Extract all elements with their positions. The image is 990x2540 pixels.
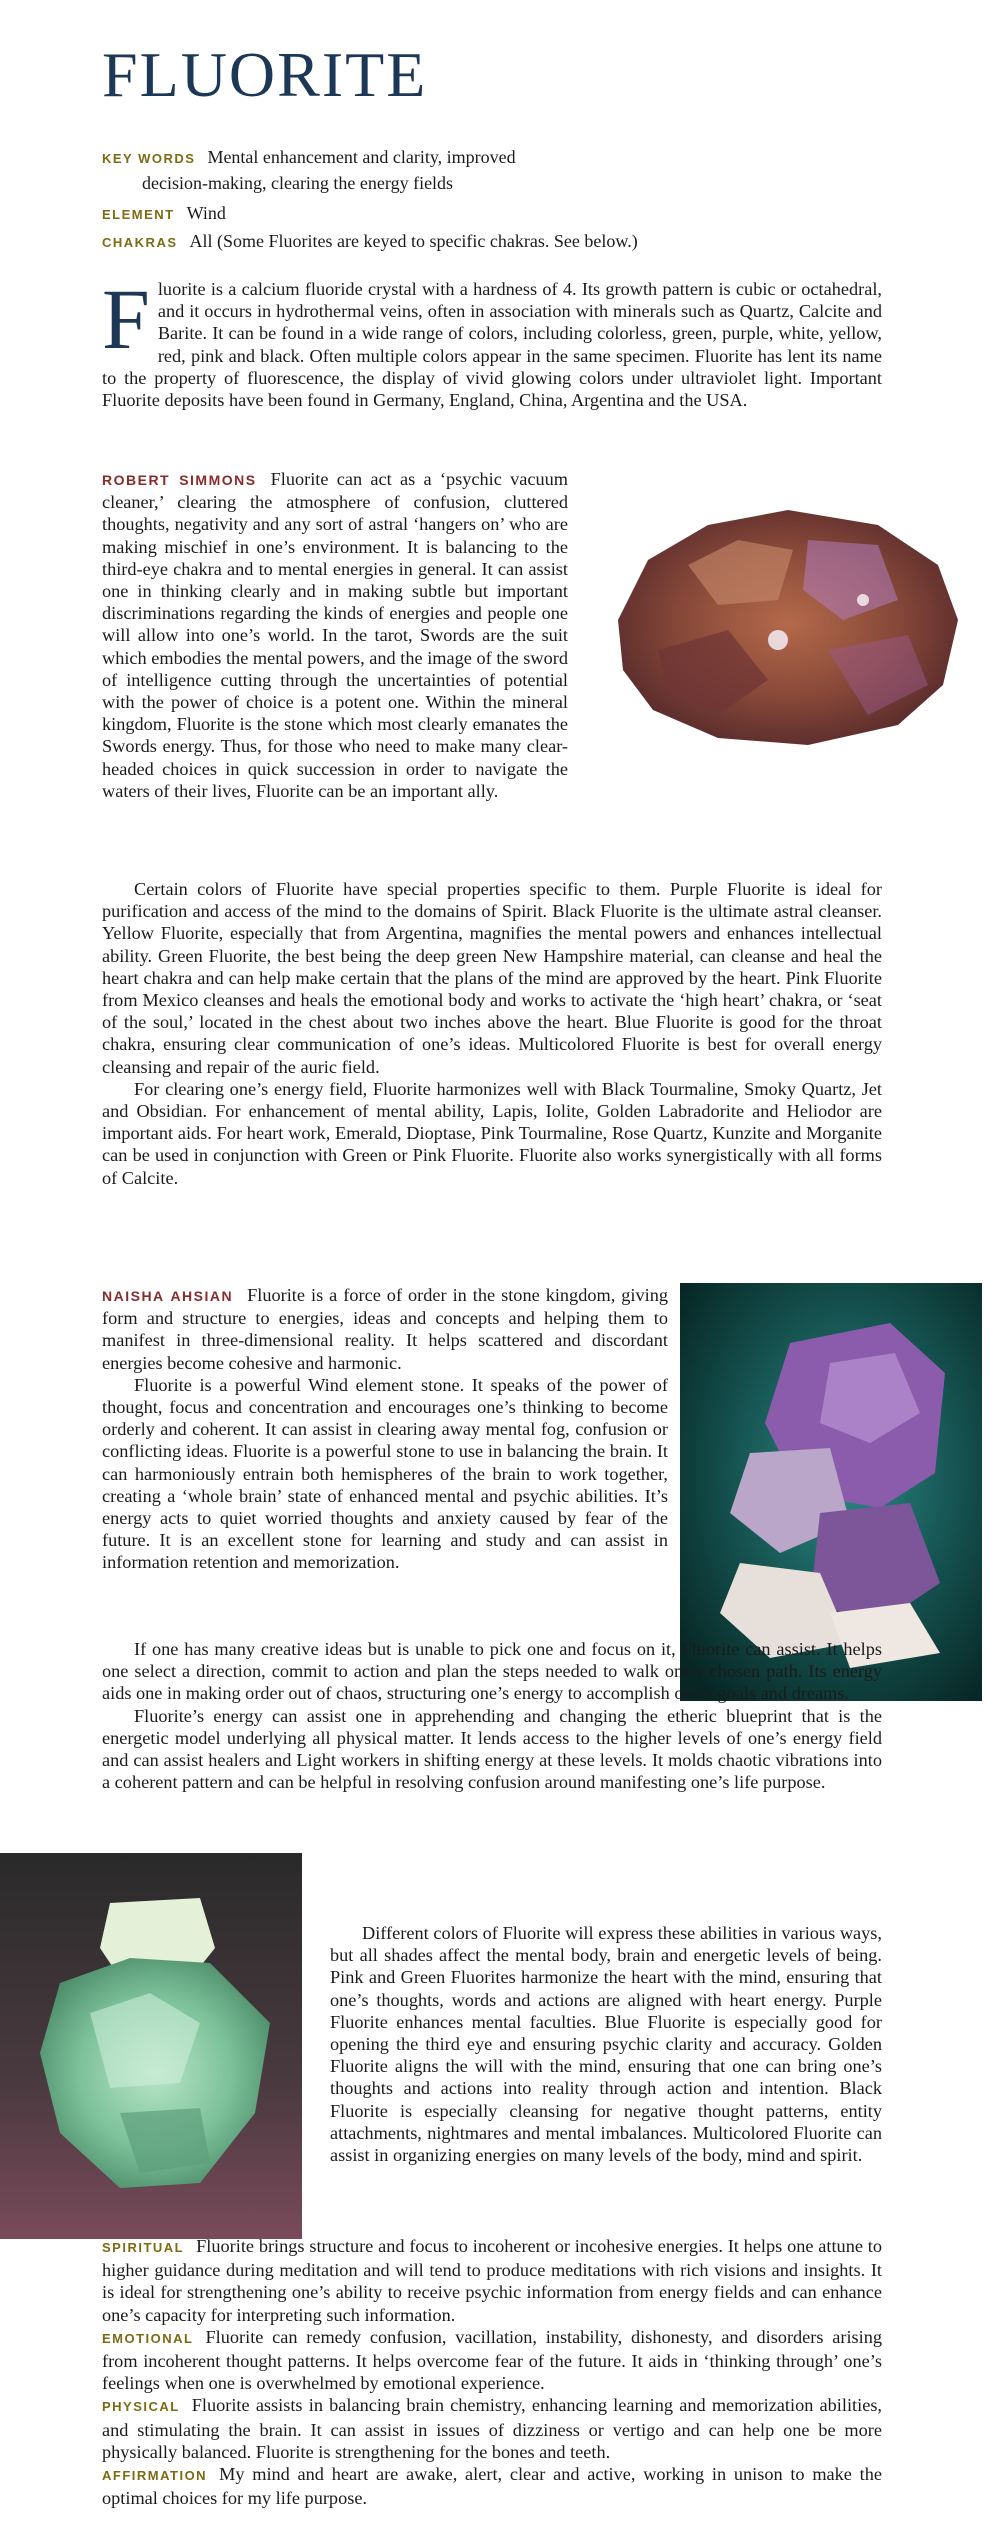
emotional-label: EMOTIONAL xyxy=(102,2330,194,2346)
emotional-text: Fluorite can remedy confusion, vacillation, instability, dishonesty, and disorders arising from incoherent thought patterns. It helps overcome fear of the future. It aids in ‘thinking through’ one’s feelings when one is overwhelmed by emotional experience. xyxy=(102,2326,882,2394)
physical-para xyxy=(102,2394,882,2463)
key-words-row xyxy=(102,145,662,195)
ahsian-p2: Fluorite is a powerful Wind element stone. It speaks of the power of thought, focus and concentration and encourages one’s thinking to become orderly and coherent. It can assist in clearing away mental fog, confusion or conflicting ideas. Fluorite is a powerful stone to use in balancing the brain. It can harmoniously entrain both hemispheres of the brain to work together, creating a ‘whole brain’ state of enhanced mental and psychic abilities. It’s energy acts to quiet worried thoughts and anxiety caused by fear of the future. It is an excellent stone for learning and study and can assist in information retention and memorization. xyxy=(102,1374,668,1573)
physical-label: PHYSICAL xyxy=(102,2399,180,2415)
chakras-label: CHAKRAS xyxy=(102,235,178,250)
page-title: FLUORITE xyxy=(102,39,428,110)
ahsian-p3: If one has many creative ideas but is unable to pick one and focus on it, Fluorite can assist. It helps one select a direction, commit to action and plan the steps needed to walk one’s chosen path. Its energy aids one in making order out of chaos, structuring one’s energy to accomplish one’s goals and dreams. xyxy=(102,1639,882,1704)
drop-cap: F xyxy=(102,271,150,367)
simmons-p1: Fluorite can act as a ‘psychic vacuum cleaner,’ clearing the atmosphere of confusion, cluttered thoughts, negativity and any sort of astral ‘hangers on’ who are making mischief in one’s environment. It is balancing to the third-eye chakra and to mental energies in general. It can assist one in thinking clearly and in making subtle but important discriminations regarding the kinds of energies and people one will allow into one’s world. In the tarot, Swords are the suit which embodies the mental powers, and the image of the sword of intelligence cutting through the uncertainties of potential with the power of choice is a potent one. Within the mineral kingdom, Fluorite is the stone which most clearly emanates the Swords energy. Thus, for those who need to make many clear-headed choices in quick succession in order to navigate the waters of their lives, Fluorite can be an important ally. xyxy=(102,469,568,801)
categories-block xyxy=(102,2235,882,2509)
spiritual-para xyxy=(102,2235,882,2326)
affirmation-text: My mind and heart are awake, alert, clear and active, working in unison to make the optimal choices for my life purpose. xyxy=(102,2464,882,2509)
simmons-p2: Certain colors of Fluorite have special properties specific to them. Purple Fluorite is ideal for purification and access of the mind to the domains of Spirit. Black Fluorite is the ultimate astral cleanser. Yellow Fluorite, especially that from Argentina, magnifies the mental powers and enhances intellectual ability. Green Fluorite, the best being the deep green New Hampshire material, can cleanse and heal the heart chakra and can help make certain that the plans of the mind are approved by the heart. Pink Fluorite from Mexico cleanses and heals the emotional body and works to activate the ‘high heart’ chakra, or ‘seat of the soul,’ located in the chest about two inches above the heart. Blue Fluorite is good for the throat chakra, ensuring clear communication of one’s ideas. Multicolored Fluorite is best for overall energy cleansing and repair of the auric field. xyxy=(102,879,882,1077)
simmons-p1-narrow xyxy=(102,468,568,802)
element-row xyxy=(102,201,662,227)
intro-paragraph xyxy=(102,271,882,411)
emotional-para xyxy=(102,2326,882,2395)
chakras-row xyxy=(102,229,862,255)
ahsian-p5: Different colors of Fluorite will express these abilities in various ways, but all shades affect the mental body, brain and energetic levels of being. Pink and Green Fluorites harmonize the heart with the mind, ensuring that one’s thoughts, words and actions are aligned with heart energy. Purple Fluorite enhances mental faculties. Blue Fluorite is especially good for opening the third eye and ensuring psychic clarity and accuracy. Golden Fluorite aligns the will with the mind, ensuring that one can bring one’s thoughts and actions into reality through action and intention. Black Fluorite is especially cleansing for negative thought patterns, entity attachments, nightmares and mental imbalances. Multicolored Fluorite can assist in organizing energies on many levels of the body, mind and spirit. xyxy=(330,1923,882,2166)
physical-text: Fluorite assists in balancing brain chemistry, enhancing learning and memorization abilities, and stimulating the brain. It can assist in issues of dizziness or vertigo and can help one be more physically balanced. Fluorite is strengthening for the bones and teeth. xyxy=(102,2395,882,2462)
element-label: ELEMENT xyxy=(102,207,175,222)
author-robert-simmons: ROBERT SIMMONS xyxy=(102,472,257,488)
green-fluorite-photo xyxy=(0,1853,302,2239)
ahsian-narrow xyxy=(102,1284,668,1574)
ahsian-p1: Fluorite is a force of order in the stone kingdom, giving form and structure to energies, ideas and concepts and helping them to manifest in three-dimensional reality. It helps scattered and discordant energies become cohesive and harmonic. xyxy=(102,1285,668,1373)
ahsian-p4: Fluorite’s energy can assist one in apprehending and changing the etheric blueprint that is the energetic model underlying all physical matter. It lends access to the higher levels of one’s energy field and can assist healers and Light workers in shifting energy at these levels. It molds chaotic vibrations into a coherent pattern and can be helpful in resolving confusion around manifesting one’s life purpose. xyxy=(102,1705,882,1793)
key-words-line2: decision-making, clearing the energy fields xyxy=(142,173,454,193)
purple-fluorite-photo xyxy=(578,470,982,770)
spiritual-label: SPIRITUAL xyxy=(102,2240,185,2255)
affirmation-label: AFFIRMATION xyxy=(102,2468,208,2484)
ahsian-p5-narrow xyxy=(330,1922,882,2166)
simmons-p3: For clearing one’s energy field, Fluorite harmonizes well with Black Tourmaline, Smoky Quartz, Jet and Obsidian. For enhancement of mental ability, Lapis, Iolite, Golden Labradorite and Heliodor are important aids. For heart work, Emerald, Dioptase, Pink Tourmaline, Rose Quartz, Kunzite and Morganite can be used in conjunction with Green or Pink Fluorite. Fluorite also works synergistically with all forms of Calcite. xyxy=(102,1078,882,1188)
simmons-block xyxy=(102,878,882,1189)
spiritual-text: Fluorite brings structure and focus to incoherent or incohesive energies. It helps one attune to higher guidance during meditation and will tend to produce meditations with rich visions and insights. It is ideal for strengthening one’s ability to receive psychic information from energy fields and can enhance one’s capacity for interpreting such information. xyxy=(102,2236,882,2325)
key-words-label: KEY WORDS xyxy=(102,151,196,166)
key-words-line1: Mental enhancement and clarity, improved xyxy=(207,147,516,167)
ahsian-p1-para xyxy=(102,1284,668,1374)
element-value: Wind xyxy=(186,203,226,223)
author-naisha-ahsian: NAISHA AHSIAN xyxy=(102,1288,234,1304)
affirmation-para xyxy=(102,2463,882,2509)
chakras-value: All (Some Fluorites are keyed to specific chakras. See below.) xyxy=(189,231,638,251)
intro-text: luorite is a calcium fluoride crystal with a hardness of 4. Its growth pattern is cubic or octahedral, and it occurs in hydrothermal veins, often in association with minerals such as Quartz, Calcite and Barite. It can be found in a wide range of colors, including colorless, green, purple, white, yellow, red, pink and black. Often multiple colors appear in the same specimen. Fluorite has lent its name to the property of fluorescence, the display of vivid glowing colors under ultraviolet light. Important Fluorite deposits have been found in Germany, England, China, Argentina and the USA. xyxy=(102,279,882,411)
ahsian-wide xyxy=(102,1638,882,1793)
